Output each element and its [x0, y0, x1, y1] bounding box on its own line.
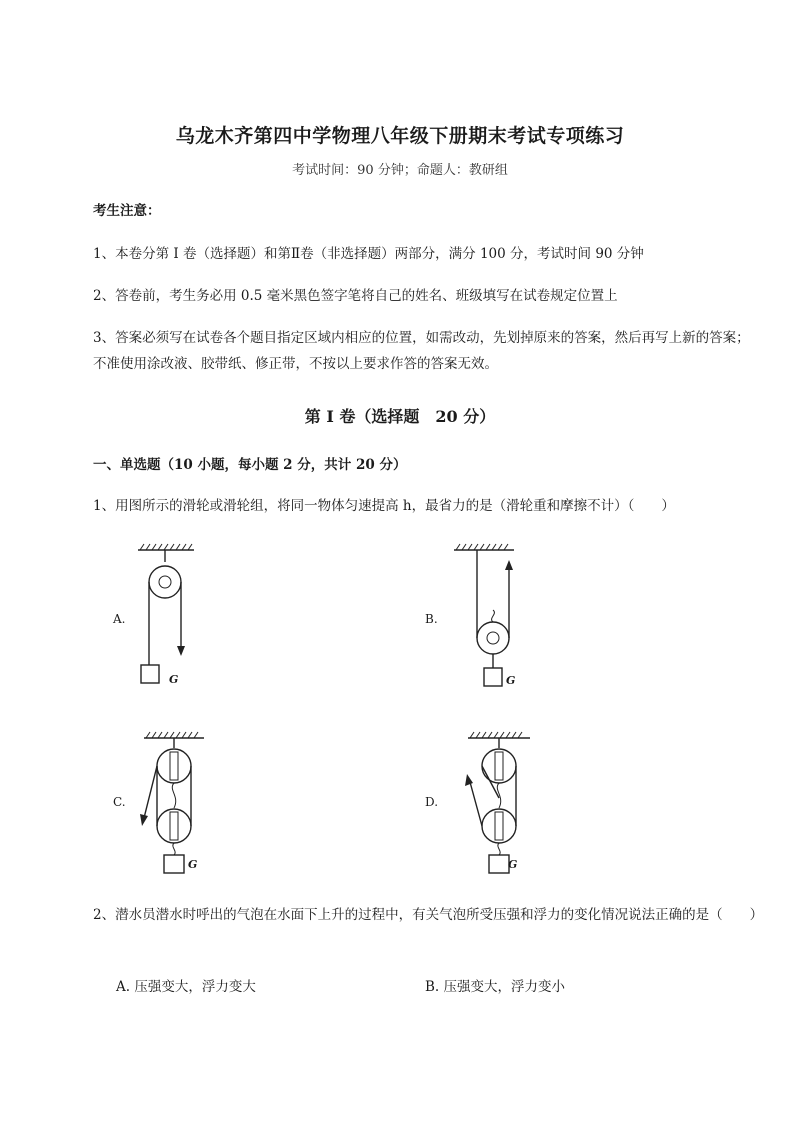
- notice-heading: 考生注意：: [93, 203, 161, 219]
- option-a: A. 压强变大，浮力变大: [116, 979, 256, 995]
- question-stem: 2、潜水员潜水时呼出的气泡在水面下上升的过程中，有关气泡所受压强和浮力的变化情况说法正确的是（ ）: [93, 907, 764, 923]
- part-heading: 一、单选题（10 小题，每小题 2 分，共计 20 分）: [93, 457, 407, 473]
- pulley-figure-d: [450, 728, 540, 888]
- option-label-d: D.: [425, 795, 439, 809]
- weight-label: G: [508, 858, 518, 871]
- option-label-b: B.: [425, 612, 438, 626]
- notice-item: 2、答卷前，考生务必用 0.5 毫米黑色签字笔将自己的姓名、班级填写在试卷规定位置上: [93, 288, 618, 304]
- weight-label: G: [169, 673, 179, 686]
- section-title: 第 I 卷（选择题 20 分）: [304, 407, 496, 426]
- pulley-figure-c: [130, 728, 220, 888]
- notice-item: 3、答案必须写在试卷各个题目指定区域内相应的位置，如需改动，先划掉原来的答案，然后再写上新的答案；不准使用涂改液、胶带纸、修正带，不按以上要求作答的答案无效。: [93, 330, 750, 372]
- option-label-c: C.: [113, 795, 126, 809]
- page-title: 乌龙木齐第四中学物理八年级下册期末考试专项练习: [175, 125, 625, 147]
- option-label-a: A.: [113, 612, 126, 626]
- weight-label: G: [188, 858, 198, 871]
- question-stem: 1、用图所示的滑轮或滑轮组，将同一物体匀速提高 h，最省力的是（滑轮重和摩擦不计）（ ）: [93, 498, 675, 514]
- notice-item: 1、本卷分第 I 卷（选择题）和第Ⅱ卷（非选择题）两部分，满分 100 分，考试时间 90 分钟: [93, 246, 644, 262]
- option-b: B. 压强变大，浮力变小: [425, 979, 566, 995]
- pulley-figure-b: [448, 540, 528, 700]
- exam-info: 考试时间：90 分钟；命题人：教研组: [292, 163, 508, 178]
- weight-label: G: [506, 674, 516, 687]
